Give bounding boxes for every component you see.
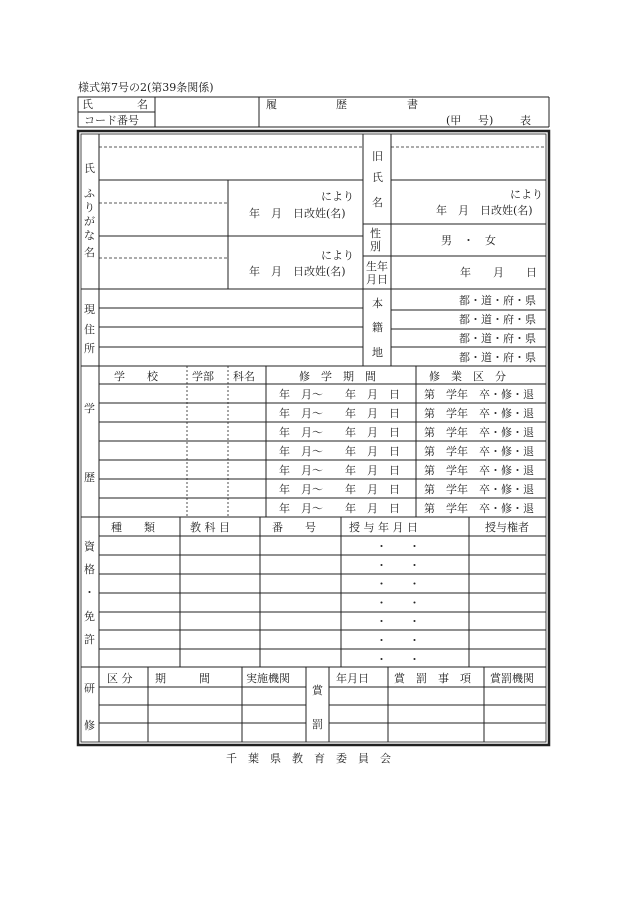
license-label-1: 資 [84,540,95,553]
award-header-item: 賞 罰 事 項 [394,672,471,685]
training-header-period: 期 間 [155,672,210,685]
address-label-1: 現 [84,303,95,316]
edu-status-cell: 第 学年 卒・修・退 [424,407,534,420]
training-header-institution: 実施機関 [246,672,290,685]
education-label-2: 歴 [84,471,95,484]
name-mei: 名 [84,246,95,259]
honseki-label-2: 籍 [372,321,383,334]
niyori-2: により [321,249,354,262]
edu-header-school: 学 校 [114,370,158,383]
address-label-2: 住 [84,323,95,336]
code-number-label: コード番号 [84,114,139,127]
lic-date-cell: ・ ・ [376,652,420,666]
front-side-label: 表 [520,114,531,127]
kou-close: 号) [478,114,494,127]
title-char-3: 書 [407,98,418,111]
title-char-1: 履 [266,98,277,111]
honseki-label-3: 地 [372,346,383,359]
birth-label-1: 生年 [366,260,388,273]
kaisei-1: 年 月 日改姓(名) [249,207,346,220]
lic-header-number: 番 号 [272,521,316,534]
kou-open: (甲 [446,114,462,127]
license-label-5: 許 [84,633,95,646]
sex-label-2: 別 [370,240,381,253]
honseki-label-1: 本 [372,297,383,310]
kyu-shi-label: 氏 [372,171,383,184]
sex-value: 男 ・ 女 [441,234,496,247]
license-label-3: ・ [84,586,95,599]
name-label: 氏 名 [82,98,148,111]
edu-period-cell: 年 月～ 年 月 日 [279,388,400,401]
award-header-institution: 賞罰機関 [490,672,534,685]
kyu-label: 旧 [372,150,383,163]
award-label-1: 賞 [312,684,323,697]
title-char-2: 歴 [336,98,347,111]
edu-period-cell: 年 月～ 年 月 日 [279,464,400,477]
training-label-2: 修 [84,719,95,732]
training-label-1: 研 [84,682,95,695]
license-label-4: 免 [84,610,95,623]
license-label-2: 格 [84,563,95,576]
edu-period-cell: 年 月～ 年 月 日 [279,426,400,439]
prefecture-4: 都・道・府・県 [459,351,536,364]
lic-header-date: 授 与 年 月 日 [349,521,418,534]
edu-header-faculty: 学部 [192,370,214,383]
edu-period-cell: 年 月～ 年 月 日 [279,502,400,515]
prefecture-1: 都・道・府・県 [459,294,536,307]
edu-header-department: 科名 [233,370,255,383]
edu-period-cell: 年 月～ 年 月 日 [279,445,400,458]
edu-header-status: 修 業 区 分 [429,370,506,383]
birth-value: 年 月 日 [460,266,537,279]
kaisei-3: 年 月 日改姓(名) [436,204,533,217]
address-label-3: 所 [84,342,95,355]
lic-date-cell: ・ ・ [376,540,420,553]
furigana-1: ふ [84,187,95,200]
furigana-4: な [84,229,95,242]
prefecture-3: 都・道・府・県 [459,332,536,345]
edu-status-cell: 第 学年 卒・修・退 [424,426,534,439]
edu-status-cell: 第 学年 卒・修・退 [424,388,534,401]
edu-status-cell: 第 学年 卒・修・退 [424,445,534,458]
kaisei-2: 年 月 日改姓(名) [249,265,346,278]
edu-period-cell: 年 月～ 年 月 日 [279,483,400,496]
prefecture-2: 都・道・府・県 [459,313,536,326]
niyori-1: により [321,190,354,203]
edu-status-cell: 第 学年 卒・修・退 [424,464,534,477]
lic-date-cell: ・ ・ [376,558,420,572]
education-label-1: 学 [84,402,95,415]
footer-issuer: 千 葉 県 教 育 委 員 会 [226,752,391,765]
lic-header-subject: 教 科 目 [190,521,230,534]
niyori-3: により [510,188,543,201]
lic-header-grantor: 授与権者 [485,521,529,534]
edu-header-period: 修 学 期 間 [299,370,376,383]
kyu-mei-label: 名 [372,196,383,209]
edu-status-cell: 第 学年 卒・修・退 [424,502,534,515]
edu-status-cell: 第 学年 卒・修・退 [424,483,534,496]
training-header-kubun: 区 分 [107,672,133,685]
birth-label-2: 月日 [366,273,388,286]
lic-header-type: 種 類 [111,521,155,534]
lic-date-cell: ・ ・ [376,615,420,629]
award-label-2: 罰 [312,718,323,731]
furigana-3: が [84,215,95,228]
edu-period-cell: 年 月～ 年 月 日 [279,407,400,420]
name-shi: 氏 [84,162,95,175]
lic-date-cell: ・ ・ [376,577,420,591]
lic-date-cell: ・ ・ [376,634,420,647]
award-header-date: 年月日 [336,672,369,685]
furigana-2: り [84,201,95,214]
form-number: 様式第7号の2(第39条関係) [78,81,214,94]
sex-label-1: 性 [370,227,381,240]
lic-date-cell: ・ ・ [376,596,420,610]
